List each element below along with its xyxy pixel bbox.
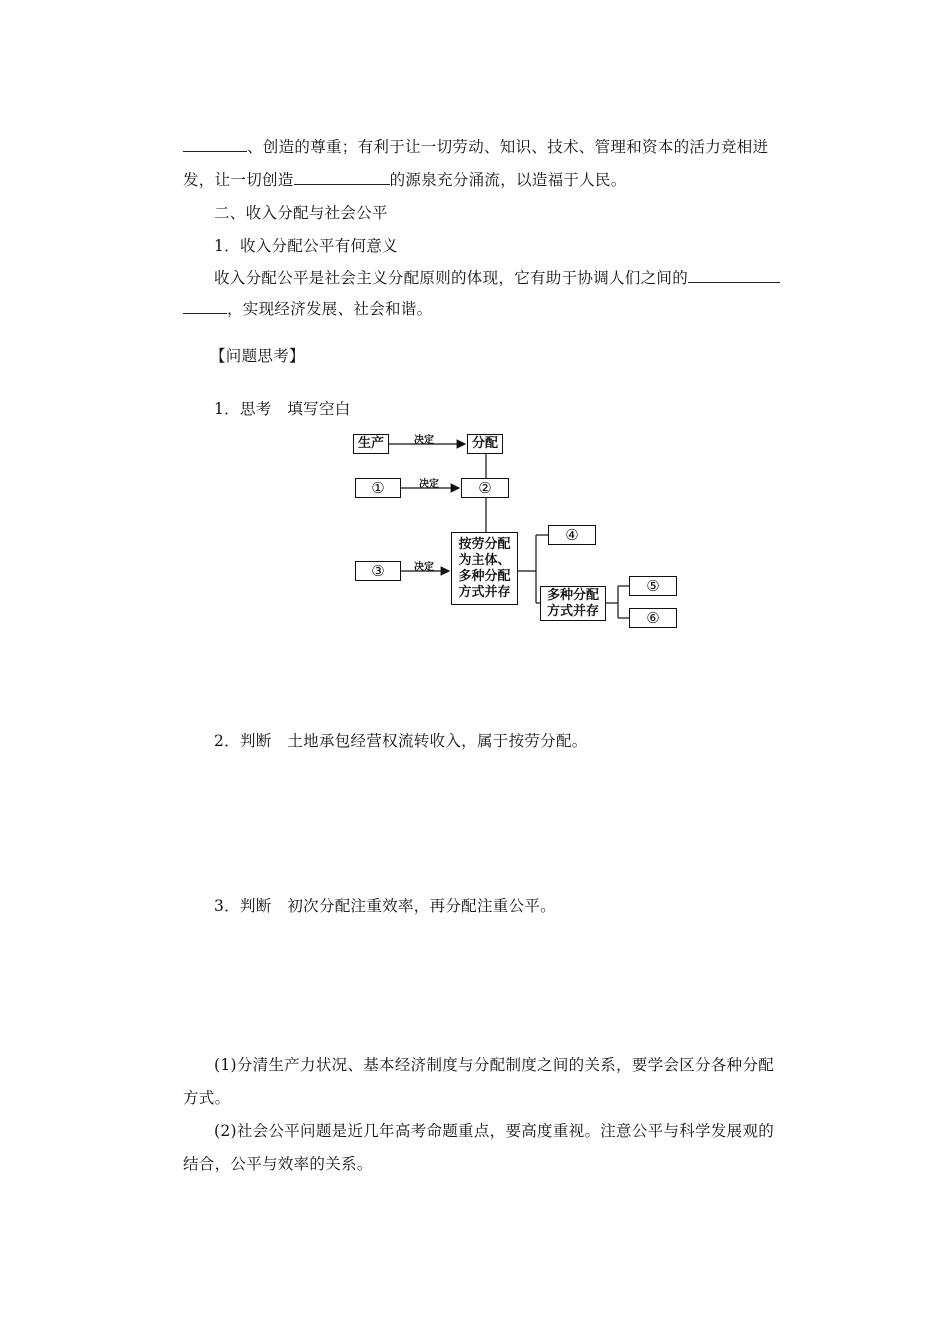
box-multiple-methods: 多种分配 方式并存 <box>540 586 606 621</box>
box-blank-5[interactable]: ⑤ <box>629 576 677 596</box>
box-blank-3[interactable]: ③ <box>355 561 401 581</box>
question-2: 2．判断 土地承包经营权流转收入，属于按劳分配。 <box>214 732 588 750</box>
paragraph-line-2: ，实现经济发展、社会和谐。 <box>183 299 432 319</box>
text-line-2: 发，让一切创造 的源泉充分涌流，以造福于人民。 <box>183 171 627 189</box>
paragraph-line-1: 收入分配公平是社会主义分配原则的体现，它有助于协调人们之间的 <box>214 268 780 288</box>
tip-1-line-2: 方式。 <box>183 1089 231 1107</box>
box-blank-2[interactable]: ② <box>461 478 509 498</box>
arrow-label-decide: 决定 <box>414 435 434 446</box>
section-heading: 二、收入分配与社会公平 <box>214 204 388 222</box>
box-main-system: 按劳分配 为主体、 多种分配 方式并存 <box>451 532 518 605</box>
box-production: 生产 <box>353 434 389 454</box>
problem-thinking-heading: 【问题思考】 <box>210 347 305 365</box>
question-3: 3．判断 初次分配注重效率，再分配注重公平。 <box>214 897 556 915</box>
item-heading: 1．收入分配公平有何意义 <box>214 237 398 255</box>
tip-2-line-1: (2)社会公平问题是近几年高考命题重点，要高度重视。注意公平与科学发展观的 <box>214 1122 775 1140</box>
question-1: 1．思考 填写空白 <box>214 400 351 418</box>
arrow-label-decide: 决定 <box>419 479 439 490</box>
box-blank-6[interactable]: ⑥ <box>629 608 677 628</box>
arrow-label-decide: 决定 <box>414 562 434 573</box>
box-distribution: 分配 <box>467 434 503 454</box>
tip-1-line-1: (1)分清生产力状况、基本经济制度与分配制度之间的关系，要学会区分各种分配 <box>214 1056 775 1074</box>
box-blank-4[interactable]: ④ <box>548 525 596 545</box>
text-line-1: 、创造的尊重；有利于让一切劳动、知识、技术、管理和资本的活力竞相迸 <box>183 137 768 157</box>
box-blank-1[interactable]: ① <box>355 478 401 498</box>
tip-2-line-2: 结合，公平与效率的关系。 <box>183 1155 373 1173</box>
